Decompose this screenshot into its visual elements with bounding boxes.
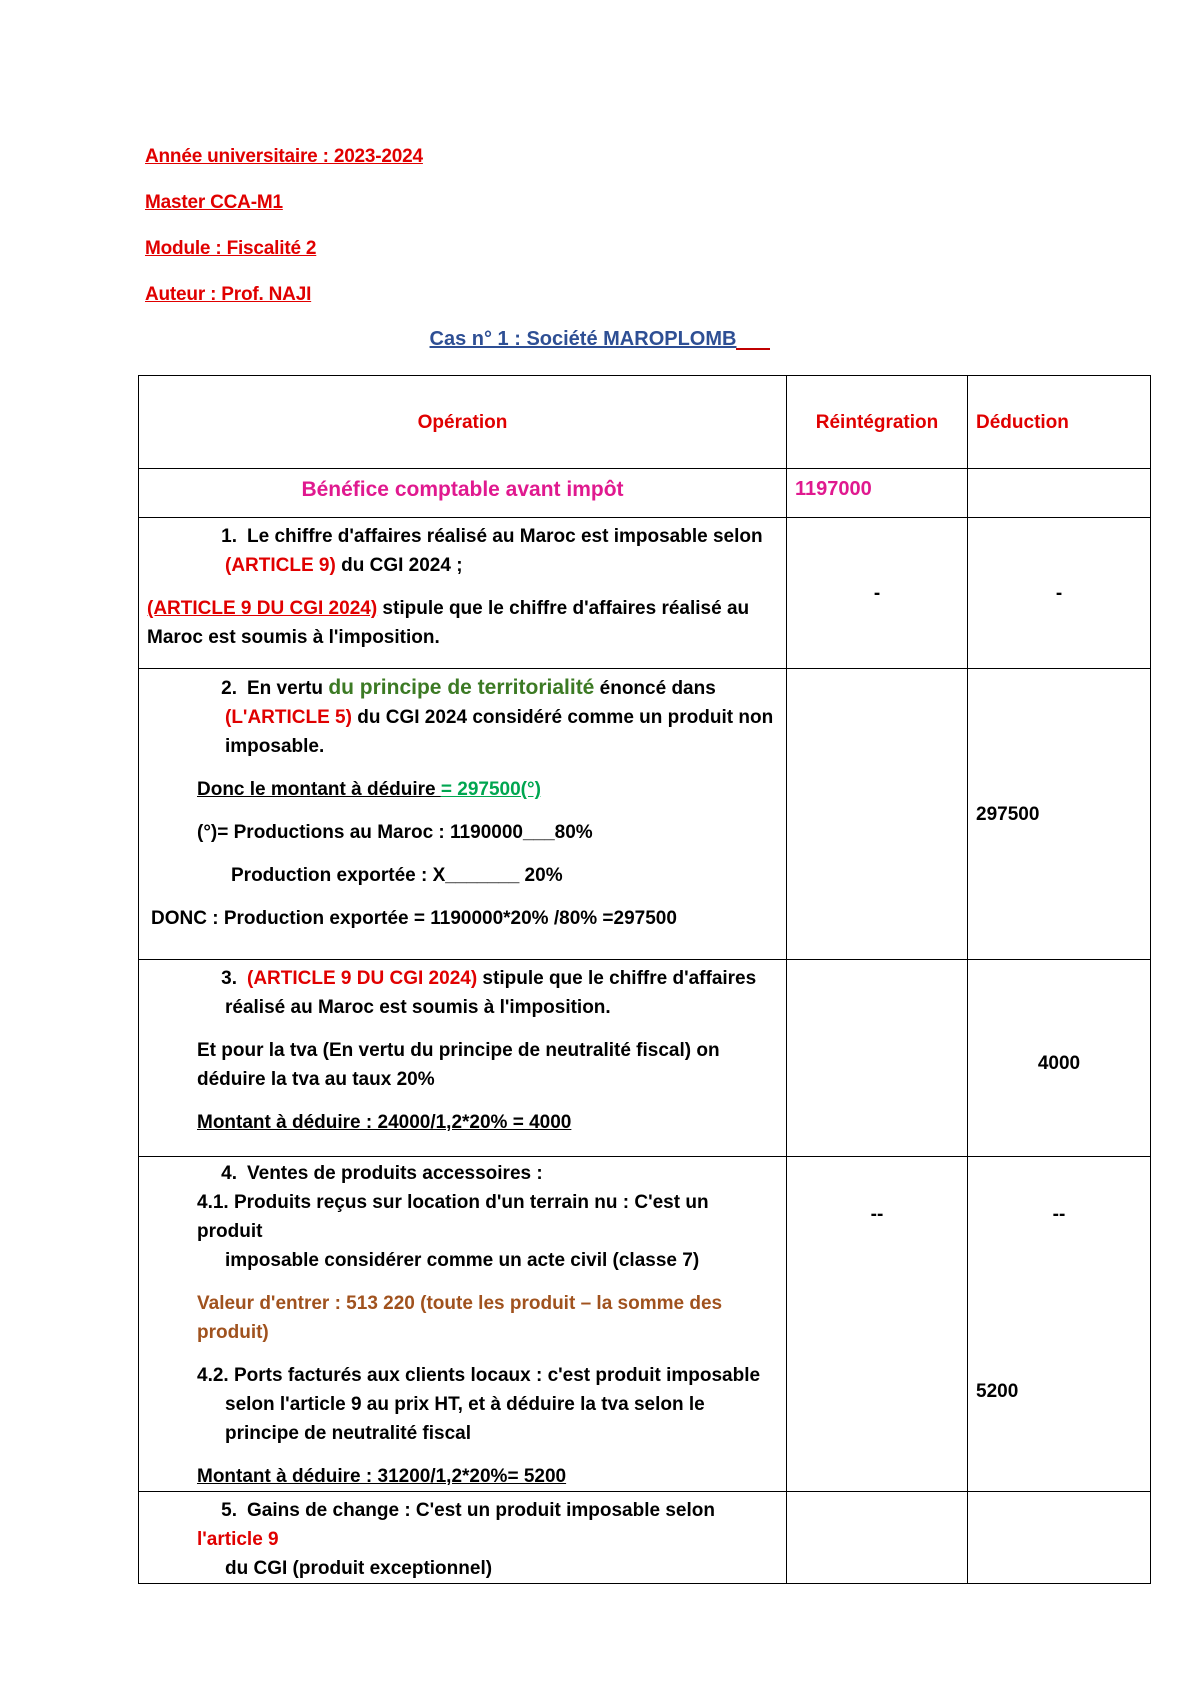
deduction-cell-4: -- 5200 [968, 1157, 1151, 1492]
deduction-cell-1: - [968, 518, 1151, 669]
tax-table [138, 375, 1151, 1584]
header-deduction: Déduction [968, 376, 1151, 469]
operation-cell-2: 2. En vertu du principe de territorialité énoncé dans (L'ARTICLE 5) du CGI 2024 considéré comme un produit non imposable. Donc le montant à déduire = 297500(°) (°)= Productions au Maroc : 1190000___80% Production exportée : X_______ 20% DONC : Production exportée = 1190000*20% /80% =297500 [139, 669, 787, 960]
operation-cell-1: 1. Le chiffre d'affaires réalisé au Maroc est imposable selon (ARTICLE 9) du CGI 2024 ; (ARTICLE 9 DU CGI 2024) stipule que le chiffre d'affaires réalisé au Maroc est soumis à l'imposition. [139, 518, 787, 669]
table-row [139, 669, 1151, 960]
operation-cell-3: 3. (ARTICLE 9 DU CGI 2024) stipule que le chiffre d'affaires réalisé au Maroc est soumis à l'imposition. Et pour la tva (En vertu du principe de neutralité fiscal) on déduire la tva au taux 20% Montant à déduire : 24000/1,2*20% = 4000 [139, 960, 787, 1157]
reintegration-cell-2 [787, 669, 968, 960]
master-program: Master CCA-M1 [145, 192, 283, 213]
reintegration-cell-4: -- [787, 1157, 968, 1492]
table-row [139, 1492, 1151, 1584]
table-header-row [139, 376, 1151, 469]
deduction-cell-2: 297500 [968, 669, 1151, 960]
author: Auteur : Prof. NAJI [145, 284, 312, 305]
operation-cell-4: 4. Ventes de produits accessoires : 4.1. Produits reçus sur location d'un terrain nu : C'est un produit imposable considérer comme un acte civil (classe 7) Valeur d'entrer : 513 220 (toute les produit – la somme des produit) 4.2. Ports facturés aux clients locaux : c'est produit imposable selon l'article 9 au prix HT, et à déduire la tva selon le principe de neutralité fiscal Montant à déduire : 31200/1,2*20%= 5200 [139, 1157, 787, 1492]
case-title: Cas n° 1 : Société MAROPLOMB [0, 328, 1200, 351]
accounting-profit-value: 1197000 [787, 469, 968, 518]
empty-cell [968, 469, 1151, 518]
academic-year: Année universitaire : 2023-2024 [145, 146, 423, 167]
reintegration-cell-5 [787, 1492, 968, 1584]
reintegration-cell-3 [787, 960, 968, 1157]
table-row [139, 518, 1151, 669]
deduction-cell-5 [968, 1492, 1151, 1584]
module-name: Module : Fiscalité 2 [145, 238, 317, 259]
table-row [139, 960, 1151, 1157]
deduction-cell-3: 4000 [968, 960, 1151, 1157]
header-operation: Opération [139, 376, 787, 469]
header-reintegration: Réintégration [787, 376, 968, 469]
deduction-port-value: 5200 [976, 1381, 1019, 1402]
accounting-profit-label: Bénéfice comptable avant impôt [139, 469, 787, 518]
reintegration-cell-1: - [787, 518, 968, 669]
table-row [139, 469, 1151, 518]
table-row [139, 1157, 1151, 1492]
operation-cell-5: 5. Gains de change : C'est un produit imposable selon l'article 9 du CGI (produit exceptionnel) [139, 1492, 787, 1584]
